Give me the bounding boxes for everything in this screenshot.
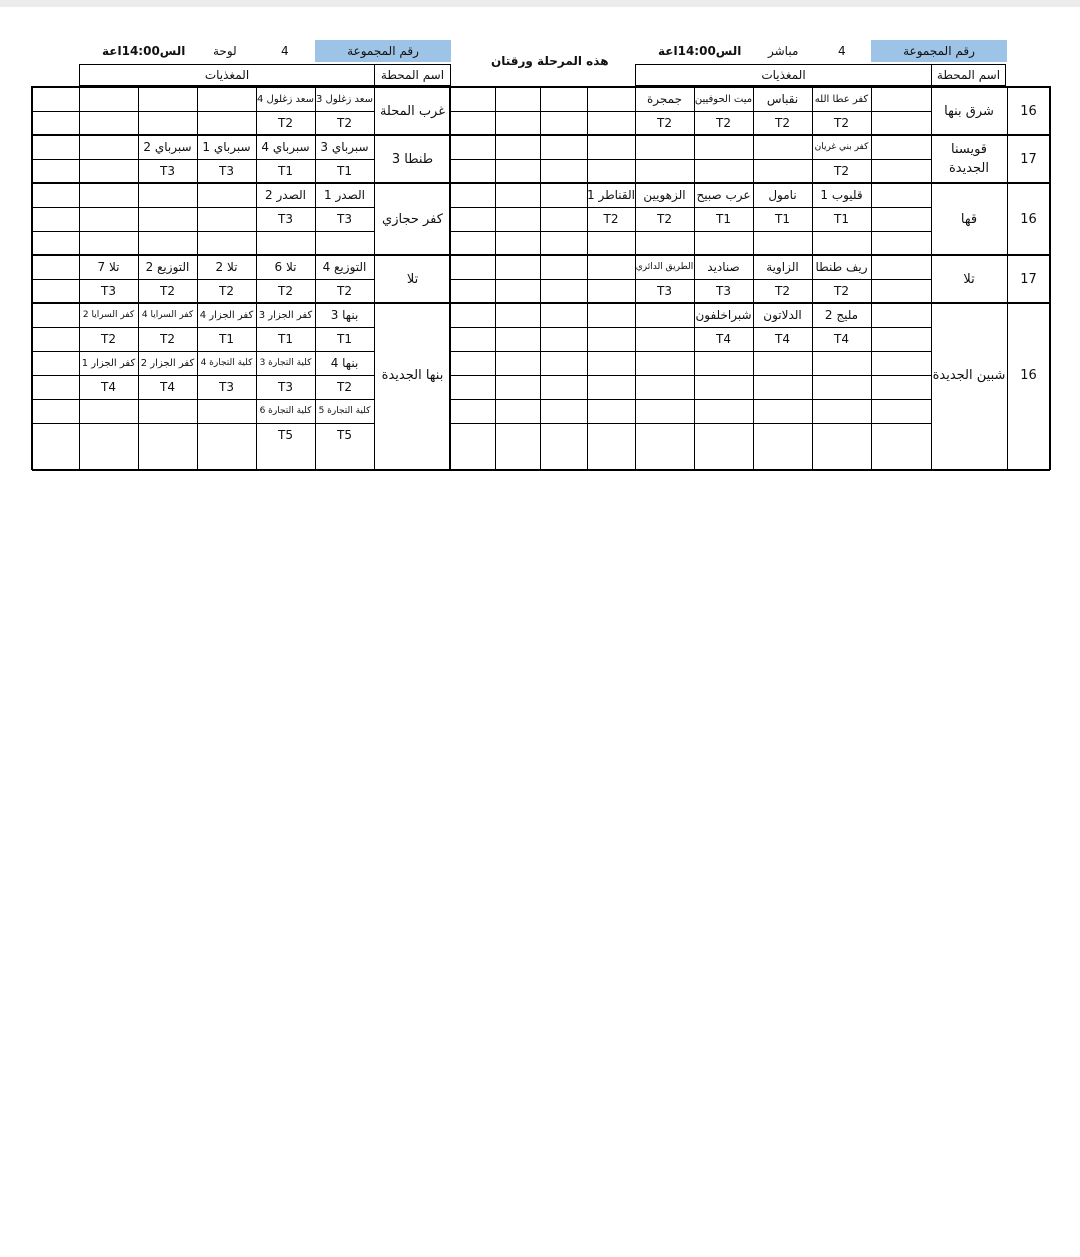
feeder-cell bbox=[138, 87, 197, 111]
transformer-cell: T2 bbox=[834, 164, 849, 178]
left-feeders-header: المغذيات bbox=[79, 64, 375, 86]
feeder-cell bbox=[138, 399, 197, 423]
transformer-cell: T2 bbox=[775, 116, 790, 130]
feeder-cell: كفر الجزار 4 bbox=[199, 309, 254, 321]
station-name: قها bbox=[960, 211, 978, 227]
feeder-cell bbox=[694, 423, 753, 447]
feeder-cell: كفر السرايا 2 bbox=[82, 310, 135, 320]
feeder-cell: الطريق الدائري bbox=[635, 262, 694, 272]
feeder-cell bbox=[197, 111, 256, 135]
station-name: بنها الجديدة bbox=[381, 367, 444, 383]
feeder-cell bbox=[587, 327, 635, 351]
transformer-cell: T2 bbox=[337, 284, 352, 298]
feeder-cell: كفر السرايا 4 bbox=[141, 310, 194, 320]
feeder-cell bbox=[753, 423, 812, 447]
feeder-cell bbox=[138, 111, 197, 135]
feeder-cell: نقباس bbox=[766, 92, 799, 106]
feeder-cell bbox=[79, 111, 138, 135]
station-name: تلا bbox=[406, 271, 419, 287]
feeder-cell bbox=[79, 423, 138, 447]
feeder-cell: بنها 3 bbox=[330, 308, 359, 322]
transformer-cell: T3 bbox=[657, 284, 672, 298]
station-number: 16 bbox=[1020, 367, 1037, 383]
station-name: تلا bbox=[963, 271, 975, 287]
feeder-cell bbox=[587, 231, 635, 255]
feeder-cell bbox=[635, 135, 694, 159]
feeder-cell bbox=[753, 399, 812, 423]
feeder-cell: الدلاتون bbox=[763, 308, 802, 322]
feeder-cell bbox=[694, 159, 753, 183]
station-number: 17 bbox=[1020, 151, 1037, 167]
feeder-cell bbox=[635, 351, 694, 375]
grid-line bbox=[451, 111, 587, 112]
transformer-cell: T2 bbox=[278, 116, 293, 130]
feeder-cell bbox=[587, 351, 635, 375]
feeder-cell: تلا 2 bbox=[215, 260, 238, 274]
left-station-header: اسم المحطة bbox=[374, 64, 451, 86]
grid-line bbox=[451, 399, 587, 400]
feeder-cell bbox=[197, 423, 256, 447]
feeder-cell bbox=[635, 375, 694, 399]
transformer-cell: T2 bbox=[834, 284, 849, 298]
transformer-cell: T1 bbox=[278, 164, 293, 178]
feeder-cell bbox=[315, 231, 374, 255]
transformer-cell: T3 bbox=[278, 212, 293, 226]
station-name: شبين الجديدة bbox=[932, 367, 1006, 383]
feeder-cell bbox=[587, 423, 635, 447]
feeder-cell bbox=[812, 399, 871, 423]
feeder-cell bbox=[587, 159, 635, 183]
transformer-cell: T1 bbox=[337, 164, 352, 178]
feeder-cell bbox=[587, 399, 635, 423]
grid-line bbox=[31, 86, 33, 470]
transformer-cell: T3 bbox=[716, 284, 731, 298]
feeder-cell: كفر بني غريان bbox=[814, 142, 869, 152]
station-name: غرب المحلة bbox=[379, 103, 446, 119]
feeder-cell: كلية التجارة 5 bbox=[318, 406, 371, 416]
feeder-cell bbox=[138, 207, 197, 231]
transformer-cell: T3 bbox=[101, 284, 116, 298]
transformer-cell: T5 bbox=[278, 428, 293, 442]
feeder-cell bbox=[694, 135, 753, 159]
feeder-cell bbox=[753, 351, 812, 375]
station-name: شرق بنها bbox=[944, 103, 994, 119]
feeder-cell: سعد زغلول 4 bbox=[257, 93, 314, 105]
grid-line bbox=[32, 469, 1050, 471]
transformer-cell: T2 bbox=[716, 116, 731, 130]
station-number: 16 bbox=[1020, 211, 1037, 227]
feeder-cell: كفر الجزار 1 bbox=[81, 357, 136, 369]
feeder-cell: نامول bbox=[768, 188, 797, 202]
feeder-cell bbox=[587, 87, 635, 111]
transformer-cell: T2 bbox=[657, 212, 672, 226]
feeder-cell: جمجرة bbox=[646, 92, 682, 106]
transformer-cell: T1 bbox=[278, 332, 293, 346]
feeder-cell bbox=[694, 351, 753, 375]
feeder-cell: سبرباي 2 bbox=[143, 140, 192, 154]
feeder-cell bbox=[587, 375, 635, 399]
feeder-cell bbox=[138, 423, 197, 447]
transformer-cell: T2 bbox=[834, 116, 849, 130]
left-group-label: رقم المجموعة bbox=[315, 40, 451, 62]
transformer-cell: T3 bbox=[278, 380, 293, 394]
feeder-cell bbox=[197, 207, 256, 231]
feeder-cell bbox=[197, 87, 256, 111]
schedule-table bbox=[0, 0, 1080, 480]
transformer-cell: T1 bbox=[716, 212, 731, 226]
feeder-cell: كلية التجارة 3 bbox=[259, 358, 312, 368]
feeder-cell bbox=[635, 399, 694, 423]
feeder-cell bbox=[197, 399, 256, 423]
feeder-cell: الزاوية bbox=[766, 260, 799, 274]
feeder-cell: عرب صبيح bbox=[696, 188, 751, 202]
grid-line bbox=[451, 207, 587, 208]
feeder-cell: سبرباي 3 bbox=[320, 140, 369, 154]
feeder-cell bbox=[79, 231, 138, 255]
feeder-cell: كلية التجارة 6 bbox=[259, 406, 312, 416]
feeder-cell bbox=[635, 231, 694, 255]
feeder-cell: الصدر 1 bbox=[324, 188, 365, 202]
transformer-cell: T5 bbox=[337, 428, 352, 442]
feeder-cell: كفر عطا الله bbox=[814, 93, 869, 105]
feeder-cell bbox=[79, 159, 138, 183]
feeder-cell bbox=[635, 423, 694, 447]
station-number: 16 bbox=[1020, 103, 1037, 119]
grid-line bbox=[451, 375, 587, 376]
station-name: قويسنا الجديدة bbox=[948, 142, 990, 176]
feeder-cell bbox=[635, 327, 694, 351]
transformer-cell: T3 bbox=[219, 164, 234, 178]
feeder-cell: كلية التجارة 4 bbox=[200, 358, 253, 368]
feeder-cell: التوزيع 2 bbox=[145, 260, 190, 274]
transformer-cell: T2 bbox=[337, 116, 352, 130]
feeder-cell: ميت الحوفيين bbox=[694, 93, 753, 105]
transformer-cell: T2 bbox=[219, 284, 234, 298]
feeder-cell bbox=[753, 231, 812, 255]
feeder-cell: كفر الجزار 2 bbox=[140, 357, 195, 369]
feeder-cell: تلا 6 bbox=[274, 260, 297, 274]
transformer-cell: T2 bbox=[101, 332, 116, 346]
feeder-cell bbox=[812, 375, 871, 399]
right-type: مباشر bbox=[768, 44, 799, 58]
grid-line bbox=[451, 351, 587, 352]
right-group-value: 4 bbox=[838, 44, 846, 58]
transformer-cell: T2 bbox=[775, 284, 790, 298]
feeder-cell: قليوب 1 bbox=[820, 188, 863, 202]
transformer-cell: T2 bbox=[160, 284, 175, 298]
center-title: هذه المرحلة ورقتان bbox=[491, 54, 609, 68]
feeder-cell bbox=[256, 231, 315, 255]
station-number: 17 bbox=[1020, 271, 1037, 287]
feeder-cell: الزهويين bbox=[643, 188, 686, 202]
right-time: الس14:00اعة bbox=[658, 44, 742, 58]
feeder-cell bbox=[694, 231, 753, 255]
feeder-cell: القناطر 1 bbox=[587, 188, 635, 202]
transformer-cell: T4 bbox=[716, 332, 731, 346]
feeder-cell: مليج 2 bbox=[824, 308, 859, 322]
feeder-cell: سبرباي 4 bbox=[261, 140, 310, 154]
grid-line bbox=[451, 279, 587, 280]
feeder-cell bbox=[635, 159, 694, 183]
transformer-cell: T4 bbox=[834, 332, 849, 346]
feeder-cell bbox=[138, 231, 197, 255]
transformer-cell: T2 bbox=[278, 284, 293, 298]
feeder-cell bbox=[138, 183, 197, 207]
transformer-cell: T3 bbox=[219, 380, 234, 394]
feeder-cell bbox=[587, 279, 635, 303]
station-name: طنطا 3 bbox=[391, 151, 434, 167]
feeder-cell: سبرباي 1 bbox=[202, 140, 251, 154]
feeder-cell bbox=[635, 303, 694, 327]
transformer-cell: T2 bbox=[657, 116, 672, 130]
feeder-cell: بنها 4 bbox=[330, 356, 359, 370]
feeder-cell: ريف طنطا bbox=[815, 260, 868, 274]
feeder-cell bbox=[79, 207, 138, 231]
feeder-cell bbox=[694, 375, 753, 399]
grid-line bbox=[451, 423, 587, 424]
transformer-cell: T1 bbox=[219, 332, 234, 346]
feeder-cell: سعد زغلول 3 bbox=[316, 93, 373, 105]
grid-line bbox=[451, 231, 587, 232]
transformer-cell: T1 bbox=[337, 332, 352, 346]
transformer-cell: T2 bbox=[603, 212, 619, 226]
transformer-cell: T4 bbox=[101, 380, 116, 394]
transformer-cell: T1 bbox=[834, 212, 849, 226]
left-group-value: 4 bbox=[281, 44, 289, 58]
feeder-cell bbox=[79, 87, 138, 111]
station-name: كفر حجازي bbox=[382, 211, 443, 227]
right-group-label: رقم المجموعة bbox=[871, 40, 1007, 62]
transformer-cell: T4 bbox=[775, 332, 790, 346]
transformer-cell: T1 bbox=[775, 212, 790, 226]
grid-line bbox=[451, 159, 587, 160]
transformer-cell: T4 bbox=[160, 380, 175, 394]
feeder-cell bbox=[79, 183, 138, 207]
feeder-cell: تلا 7 bbox=[97, 260, 120, 274]
feeder-cell bbox=[753, 375, 812, 399]
transformer-cell: T3 bbox=[160, 164, 175, 178]
feeder-cell bbox=[587, 255, 635, 279]
left-type: لوحة bbox=[213, 44, 237, 58]
right-station-header: اسم المحطة bbox=[931, 64, 1006, 86]
feeder-cell bbox=[79, 135, 138, 159]
transformer-cell: T3 bbox=[337, 212, 352, 226]
feeder-cell: شبراخلفون bbox=[695, 308, 752, 322]
transformer-cell: T2 bbox=[160, 332, 175, 346]
feeder-cell bbox=[587, 111, 635, 135]
feeder-cell bbox=[197, 183, 256, 207]
feeder-cell: صناديد bbox=[707, 260, 740, 274]
feeder-cell bbox=[197, 231, 256, 255]
grid-line bbox=[451, 327, 587, 328]
feeder-cell bbox=[812, 423, 871, 447]
transformer-cell: T2 bbox=[337, 380, 352, 394]
feeder-cell: كفر الجزار 3 bbox=[258, 309, 313, 321]
feeder-cell bbox=[812, 351, 871, 375]
feeder-cell bbox=[753, 159, 812, 183]
feeder-cell bbox=[587, 303, 635, 327]
feeder-cell bbox=[812, 231, 871, 255]
feeder-cell: التوزيع 4 bbox=[322, 260, 367, 274]
left-time: الس14:00اعة bbox=[102, 44, 186, 58]
feeder-cell bbox=[694, 399, 753, 423]
feeder-cell bbox=[753, 135, 812, 159]
feeder-cell bbox=[587, 135, 635, 159]
feeder-cell: الصدر 2 bbox=[265, 188, 306, 202]
feeder-cell bbox=[79, 399, 138, 423]
right-feeders-header: المغذيات bbox=[635, 64, 932, 86]
